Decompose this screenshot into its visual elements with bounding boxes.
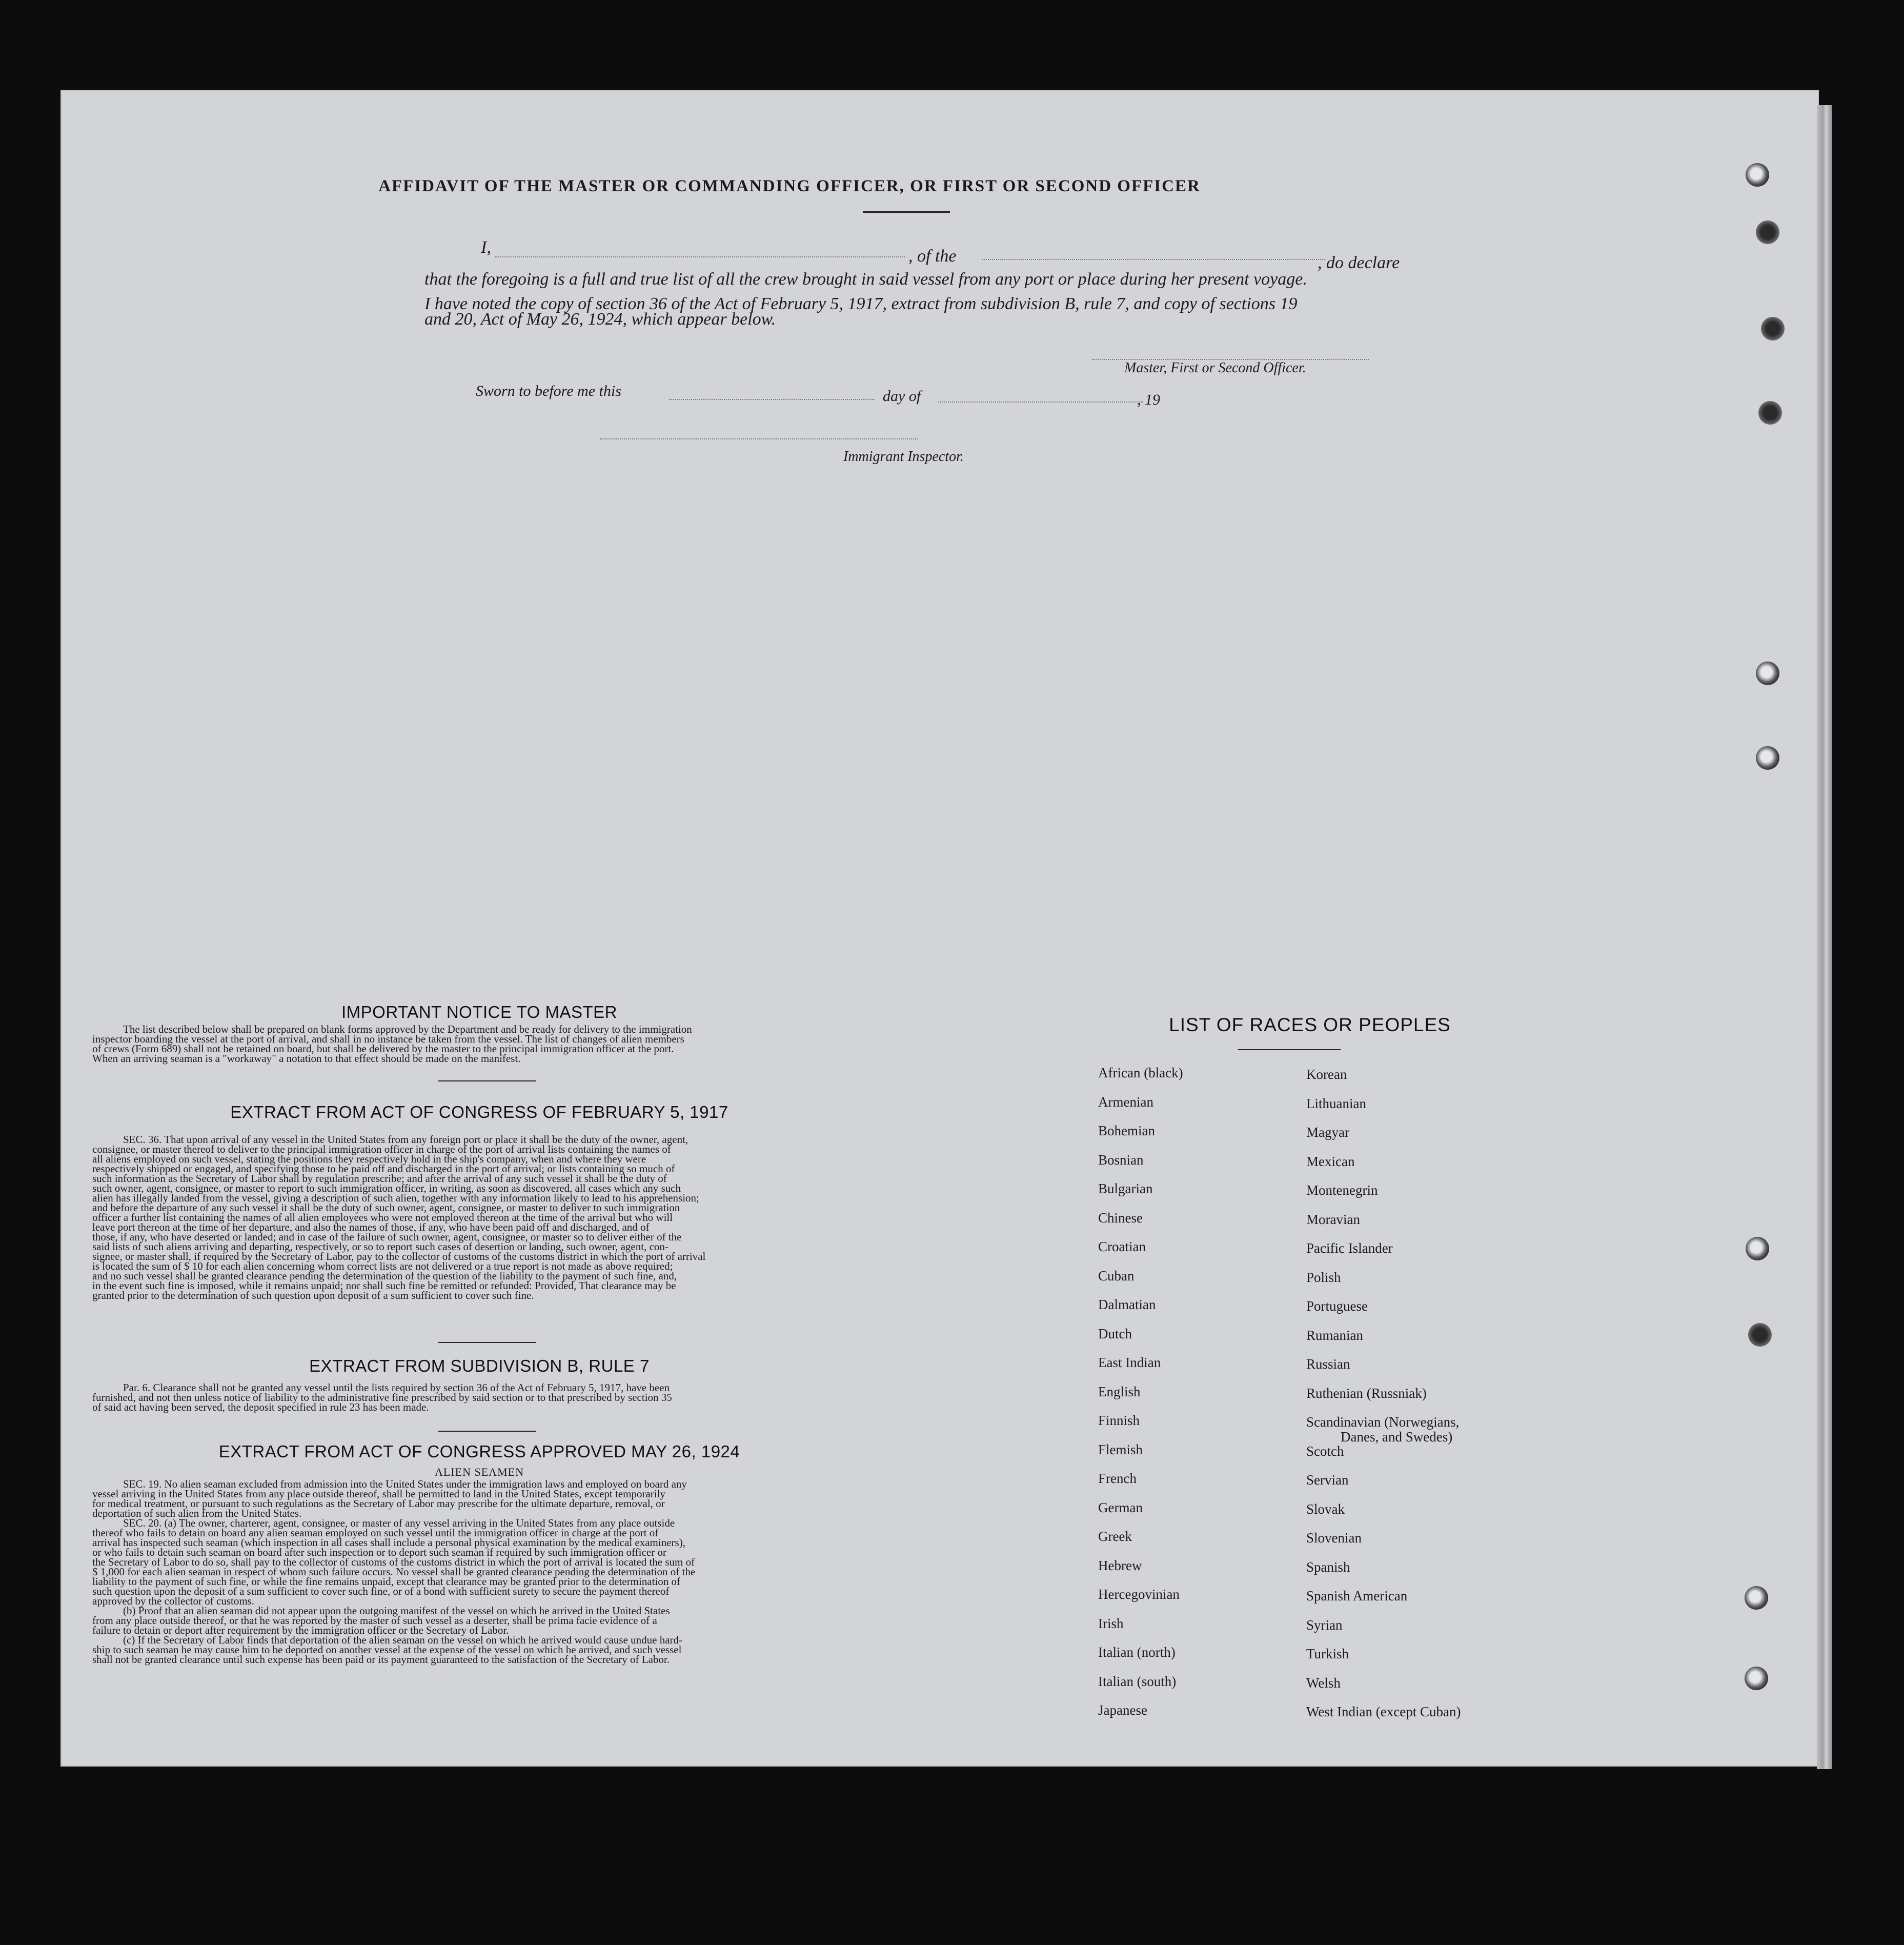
race-item: Cuban bbox=[1098, 1268, 1135, 1284]
extract-1924-line: $ 1,000 for each alien seaman in respect of whom such failure occurs. No vessel shall be granted clearance pending the determination of the bbox=[92, 1566, 696, 1578]
race-item: Mexican bbox=[1306, 1153, 1355, 1169]
extract-1917-line: said lists of such aliens arriving and departing, respectively, or so to report such cases of desertion or landing, such owner, agent, con- bbox=[92, 1240, 669, 1253]
race-item: Pacific Islander bbox=[1306, 1240, 1393, 1256]
race-item: Dutch bbox=[1098, 1326, 1132, 1341]
extract-1917-line: in the event such fine is imposed, while it remains unpaid; nor shall such fine be remitted or refunded: Provided, That clearance may be bbox=[92, 1279, 676, 1292]
affidavit-declare: , do declare bbox=[1318, 253, 1400, 272]
notice-line: inspector boarding the vessel at the port of arrival, and shall in no instance be taken from the vessel. The list of changes of alien members bbox=[92, 1033, 684, 1045]
race-item: Slovenian bbox=[1306, 1530, 1362, 1546]
extract-1924-line: thereof who fails to detain on board any alien seaman employed on such vessel until the immigration officer in charge at the port of bbox=[92, 1527, 659, 1539]
extract-1917-line: officer a further list containing the names of all alien employees who were not employed thereon at the time of the arrival but who will bbox=[92, 1211, 673, 1224]
race-item: Greek bbox=[1098, 1529, 1132, 1544]
race-item: West Indian (except Cuban) bbox=[1306, 1704, 1461, 1719]
extract-1917-line: such information as the Secretary of Labor shall by regulation prescribe; and after the arrival of any such vessel it shall be the duty of bbox=[92, 1172, 667, 1185]
race-item: Lithuanian bbox=[1306, 1095, 1366, 1111]
race-item: Spanish bbox=[1306, 1559, 1350, 1575]
extract-1924-line: shall not be granted clearance until such expense has been paid or its payment guaranteed to the satisfaction of the Secretary of Labor. bbox=[92, 1653, 670, 1666]
extract-1924-line: (c) If the Secretary of Labor finds that deportation of the alien seaman on the vessel on which he arrived would cause undue hard- bbox=[123, 1634, 683, 1646]
race-item: Rumanian bbox=[1306, 1327, 1363, 1343]
name-blank[interactable] bbox=[495, 256, 905, 257]
race-item: Italian (south) bbox=[1098, 1673, 1177, 1689]
extract-rule7-line: Par. 6. Clearance shall not be granted any vessel until the lists required by section 36 of the Act of February 5, 1917, have been bbox=[123, 1381, 670, 1394]
extract-1917-title: EXTRACT FROM ACT OF CONGRESS OF FEBRUARY 5, 1917 bbox=[230, 1102, 728, 1121]
extract-1924-line: failure to detain or deport after requirement by the immigration officer or the Secretary of Labor. bbox=[92, 1624, 509, 1636]
race-item: Bosnian bbox=[1098, 1152, 1144, 1168]
races-column-2 bbox=[1306, 1067, 1461, 1733]
race-item: East Indian bbox=[1098, 1355, 1161, 1370]
race-item: Polish bbox=[1306, 1269, 1341, 1285]
notice-line: of crews (Form 689) shall not be retained on board, but shall be delivered by the master to the principal immigration officer at the port. bbox=[92, 1042, 674, 1055]
race-item: Chinese bbox=[1098, 1210, 1143, 1226]
extract-1924-line: deportation of such alien from the United States. bbox=[92, 1507, 302, 1519]
sworn-month-blank[interactable] bbox=[938, 402, 1143, 403]
punch-hole bbox=[1745, 1667, 1768, 1690]
race-item: Magyar bbox=[1306, 1125, 1349, 1140]
race-item: Portuguese bbox=[1306, 1298, 1368, 1314]
extract-1924-line: (b) Proof that an alien seaman did not appear upon the outgoing manifest of the vessel on which he arrived in the United States bbox=[123, 1605, 670, 1617]
year-label: , 19 bbox=[1137, 391, 1160, 408]
race-item: Syrian bbox=[1306, 1617, 1343, 1633]
notice-line: The list described below shall be prepared on blank forms approved by the Department and be ready for delivery to the immigration bbox=[123, 1023, 692, 1035]
section-divider bbox=[438, 1342, 536, 1343]
races-divider bbox=[1238, 1049, 1341, 1050]
race-item: Servian bbox=[1306, 1472, 1349, 1488]
section-divider bbox=[438, 1431, 536, 1432]
races-column-1 bbox=[1098, 1065, 1183, 1732]
extract-1924-subtitle: ALIEN SEAMEN bbox=[435, 1466, 524, 1478]
extract-1917-line: SEC. 36. That upon arrival of any vessel in the United States from any foreign port or place it shall be the duty of the owner, agent, bbox=[123, 1133, 688, 1146]
master-label: Master, First or Second Officer. bbox=[1124, 360, 1306, 376]
extract-1917-line: consignee, or master thereof to deliver to the principal immigration officer in charge of the port of arrival lists containing the names of bbox=[92, 1143, 671, 1155]
extract-1917-line: and no such vessel shall be granted clearance pending the determination of the question of the liability to the payment of such fine, and, bbox=[92, 1270, 677, 1282]
race-item: German bbox=[1098, 1499, 1143, 1515]
inspector-label: Immigrant Inspector. bbox=[843, 449, 964, 465]
notice-line: When an arriving seaman is a "workaway" a notation to that effect should be made on the manifest. bbox=[92, 1052, 521, 1065]
race-item: Flemish bbox=[1098, 1441, 1143, 1457]
extract-1924-text bbox=[92, 1479, 856, 1665]
affidavit-i: I, bbox=[481, 238, 491, 257]
extract-1924-line: ship to such seaman he may cause him to be deported on another vessel at the expense of the vessel on which he arrived, and such vessel bbox=[92, 1643, 682, 1656]
extract-rule7-title: EXTRACT FROM SUBDIVISION B, RULE 7 bbox=[309, 1356, 650, 1375]
punch-hole bbox=[1748, 1323, 1772, 1347]
race-item: French bbox=[1098, 1471, 1137, 1486]
race-item: Irish bbox=[1098, 1615, 1124, 1631]
extract-1917-line: all aliens employed on such vessel, stating the positions they respectively hold in the ship's company, when and where they were bbox=[92, 1153, 646, 1165]
race-item: Korean bbox=[1306, 1067, 1347, 1082]
extract-1924-line: from any place outside thereof, or that he was reported by the master of such vessel as a deserter, shall be prima facie evidence of a bbox=[92, 1614, 657, 1627]
race-item: Moravian bbox=[1306, 1211, 1360, 1227]
vessel-blank[interactable] bbox=[982, 259, 1325, 260]
race-item: Japanese bbox=[1098, 1702, 1147, 1718]
extract-1917-line: leave port thereon at the time of her departure, and also the names of those, if any, who have been paid off and discharged, and of bbox=[92, 1221, 650, 1233]
extract-1917-line: is located the sum of $ 10 for each alien concerning whom correct lists are not delivered or a true report is not made as above required; bbox=[92, 1260, 673, 1272]
extract-1924-line: or who fails to detain such seaman on board after such inspection or to deport such seaman if required by such immigration officer or bbox=[92, 1546, 666, 1558]
punch-hole bbox=[1756, 220, 1779, 244]
notice-title: IMPORTANT NOTICE TO MASTER bbox=[341, 1002, 617, 1021]
race-item: Montenegrin bbox=[1306, 1182, 1378, 1198]
race-item: Italian (north) bbox=[1098, 1645, 1176, 1660]
race-item: Scotch bbox=[1306, 1443, 1344, 1459]
punch-hole bbox=[1746, 1237, 1769, 1260]
extract-1924-line: SEC. 19. No alien seaman excluded from admission into the United States under the immigration laws and employed on board any bbox=[123, 1478, 687, 1490]
sworn-label: Sworn to before me this bbox=[476, 383, 621, 399]
extract-1924-line: arrival has inspected such seaman (which inspection in all cases shall include a personal physical examination by the medical examiners), bbox=[92, 1536, 685, 1549]
race-item: English bbox=[1098, 1383, 1141, 1399]
section-divider bbox=[438, 1080, 536, 1081]
notice-text bbox=[92, 1025, 856, 1064]
affidavit-line-4: and 20, Act of May 26, 1924, which appear below. bbox=[424, 310, 776, 329]
sworn-day-blank[interactable] bbox=[669, 399, 874, 400]
extract-rule7-text bbox=[92, 1383, 856, 1412]
extract-1924-line: approved by the collector of customs. bbox=[92, 1595, 255, 1607]
extract-1917-line: signee, or master shall, if required by the Secretary of Labor, pay to the collector of customs of the customs district in which the port of arrival bbox=[92, 1250, 706, 1262]
extract-1917-line: respectively shipped or engaged, and specifying those to be paid off and discharged in the port of arrival; or lists containing so much of bbox=[92, 1162, 675, 1175]
extract-1917-line: such owner, agent, consignee, or master to report to such immigration officer, in writing, as soon as discovered, all cases which any such bbox=[92, 1182, 681, 1194]
race-item: Turkish bbox=[1306, 1646, 1349, 1661]
extract-rule7-line: of said act having been served, the deposit specified in rule 23 has been made. bbox=[92, 1401, 429, 1413]
race-item: Ruthenian (Russniak) bbox=[1306, 1385, 1427, 1401]
extract-1917-line: and before the departure of any such vessel it shall be the duty of such owner, agent, consignee, or master to deliver to such immigration bbox=[92, 1201, 680, 1214]
punch-hole bbox=[1756, 661, 1779, 685]
punch-hole bbox=[1745, 1586, 1768, 1610]
race-item: Bohemian bbox=[1098, 1123, 1155, 1138]
extract-1924-line: liability to the payment of such fine, or while the fine remains unpaid, except that clearance may be granted prior to the determination of bbox=[92, 1575, 681, 1588]
punch-hole bbox=[1756, 746, 1779, 770]
affidavit-title: AFFIDAVIT OF THE MASTER OR COMMANDING OFFICER, OR FIRST OR SECOND OFFICER bbox=[378, 177, 1201, 195]
affidavit-line-2: that the foregoing is a full and true list of all the crew brought in said vessel from any port or place during her present voyage. bbox=[424, 270, 1307, 289]
race-item-continued: Danes, and Swedes) bbox=[1341, 1429, 1453, 1445]
races-title: LIST OF RACES OR PEOPLES bbox=[1169, 1014, 1451, 1035]
extract-1924-line: the Secretary of Labor to do so, shall pay to the collector of customs of the customs district in which the port of arrival is located the sum of bbox=[92, 1556, 695, 1568]
punch-hole bbox=[1761, 317, 1785, 340]
page-edge-shadow bbox=[1817, 105, 1832, 1769]
race-item: Armenian bbox=[1098, 1094, 1153, 1110]
extract-1917-text bbox=[92, 1135, 856, 1300]
race-item: Spanish American bbox=[1306, 1588, 1408, 1603]
inspector-signature-line[interactable] bbox=[600, 438, 918, 439]
extract-1917-line: granted prior to the determination of such question upon deposit of a sum sufficient to cover such fine. bbox=[92, 1289, 534, 1301]
race-item: Bulgarian bbox=[1098, 1181, 1153, 1196]
race-item: Croatian bbox=[1098, 1239, 1146, 1254]
title-divider bbox=[863, 211, 950, 213]
extract-1924-title: EXTRACT FROM ACT OF CONGRESS APPROVED MAY 26, 1924 bbox=[218, 1442, 740, 1461]
punch-hole bbox=[1758, 401, 1782, 425]
race-item: Russian bbox=[1306, 1356, 1350, 1372]
punch-hole bbox=[1746, 163, 1769, 187]
race-item: Hebrew bbox=[1098, 1557, 1142, 1573]
race-item: Slovak bbox=[1306, 1501, 1345, 1517]
race-item: Scandinavian (Norwegians, bbox=[1306, 1414, 1460, 1430]
extract-rule7-line: furnished, and not then unless notice of liability to the administrative fine prescribed by said section or to that prescribed by section 35 bbox=[92, 1391, 672, 1403]
race-item: Welsh bbox=[1306, 1675, 1341, 1691]
day-of-label: day of bbox=[883, 388, 921, 405]
extract-1924-line: for medical treatment, or pursuant to such regulations as the Secretary of Labor may prescribe for the ultimate departure, removal, or bbox=[92, 1497, 665, 1510]
extract-1924-line: vessel arriving in the United States from any place outside thereof, shall be permitted to land in the United States, except temporarily bbox=[92, 1488, 665, 1500]
extract-1924-line: SEC. 20. (a) The owner, charterer, agent, consignee, or master of any vessel arriving in the United States from any place outside bbox=[123, 1517, 675, 1529]
race-item: Hercegovinian bbox=[1098, 1587, 1180, 1602]
affidavit-of-the: , of the bbox=[908, 247, 957, 266]
affidavit-line-3: I have noted the copy of section 36 of the Act of February 5, 1917, extract from subdivision B, rule 7, and copy of sections 19 bbox=[424, 294, 1298, 313]
race-item: Finnish bbox=[1098, 1413, 1140, 1428]
race-item: Dalmatian bbox=[1098, 1297, 1156, 1312]
extract-1924-line: such question upon the deposit of a sum sufficient to cover such fine, or of a bond with sufficient surety to secure the payment thereof bbox=[92, 1585, 670, 1597]
extract-1917-line: those, if any, who have deserted or landed; and in case of the failure of such owner, agent, consignee, or master so to deliver either of the bbox=[92, 1231, 682, 1243]
extract-1917-line: alien has illegally landed from the vessel, giving a description of such alien, together with any information likely to lead to his apprehension; bbox=[92, 1192, 699, 1204]
race-item: African (black) bbox=[1098, 1065, 1183, 1080]
